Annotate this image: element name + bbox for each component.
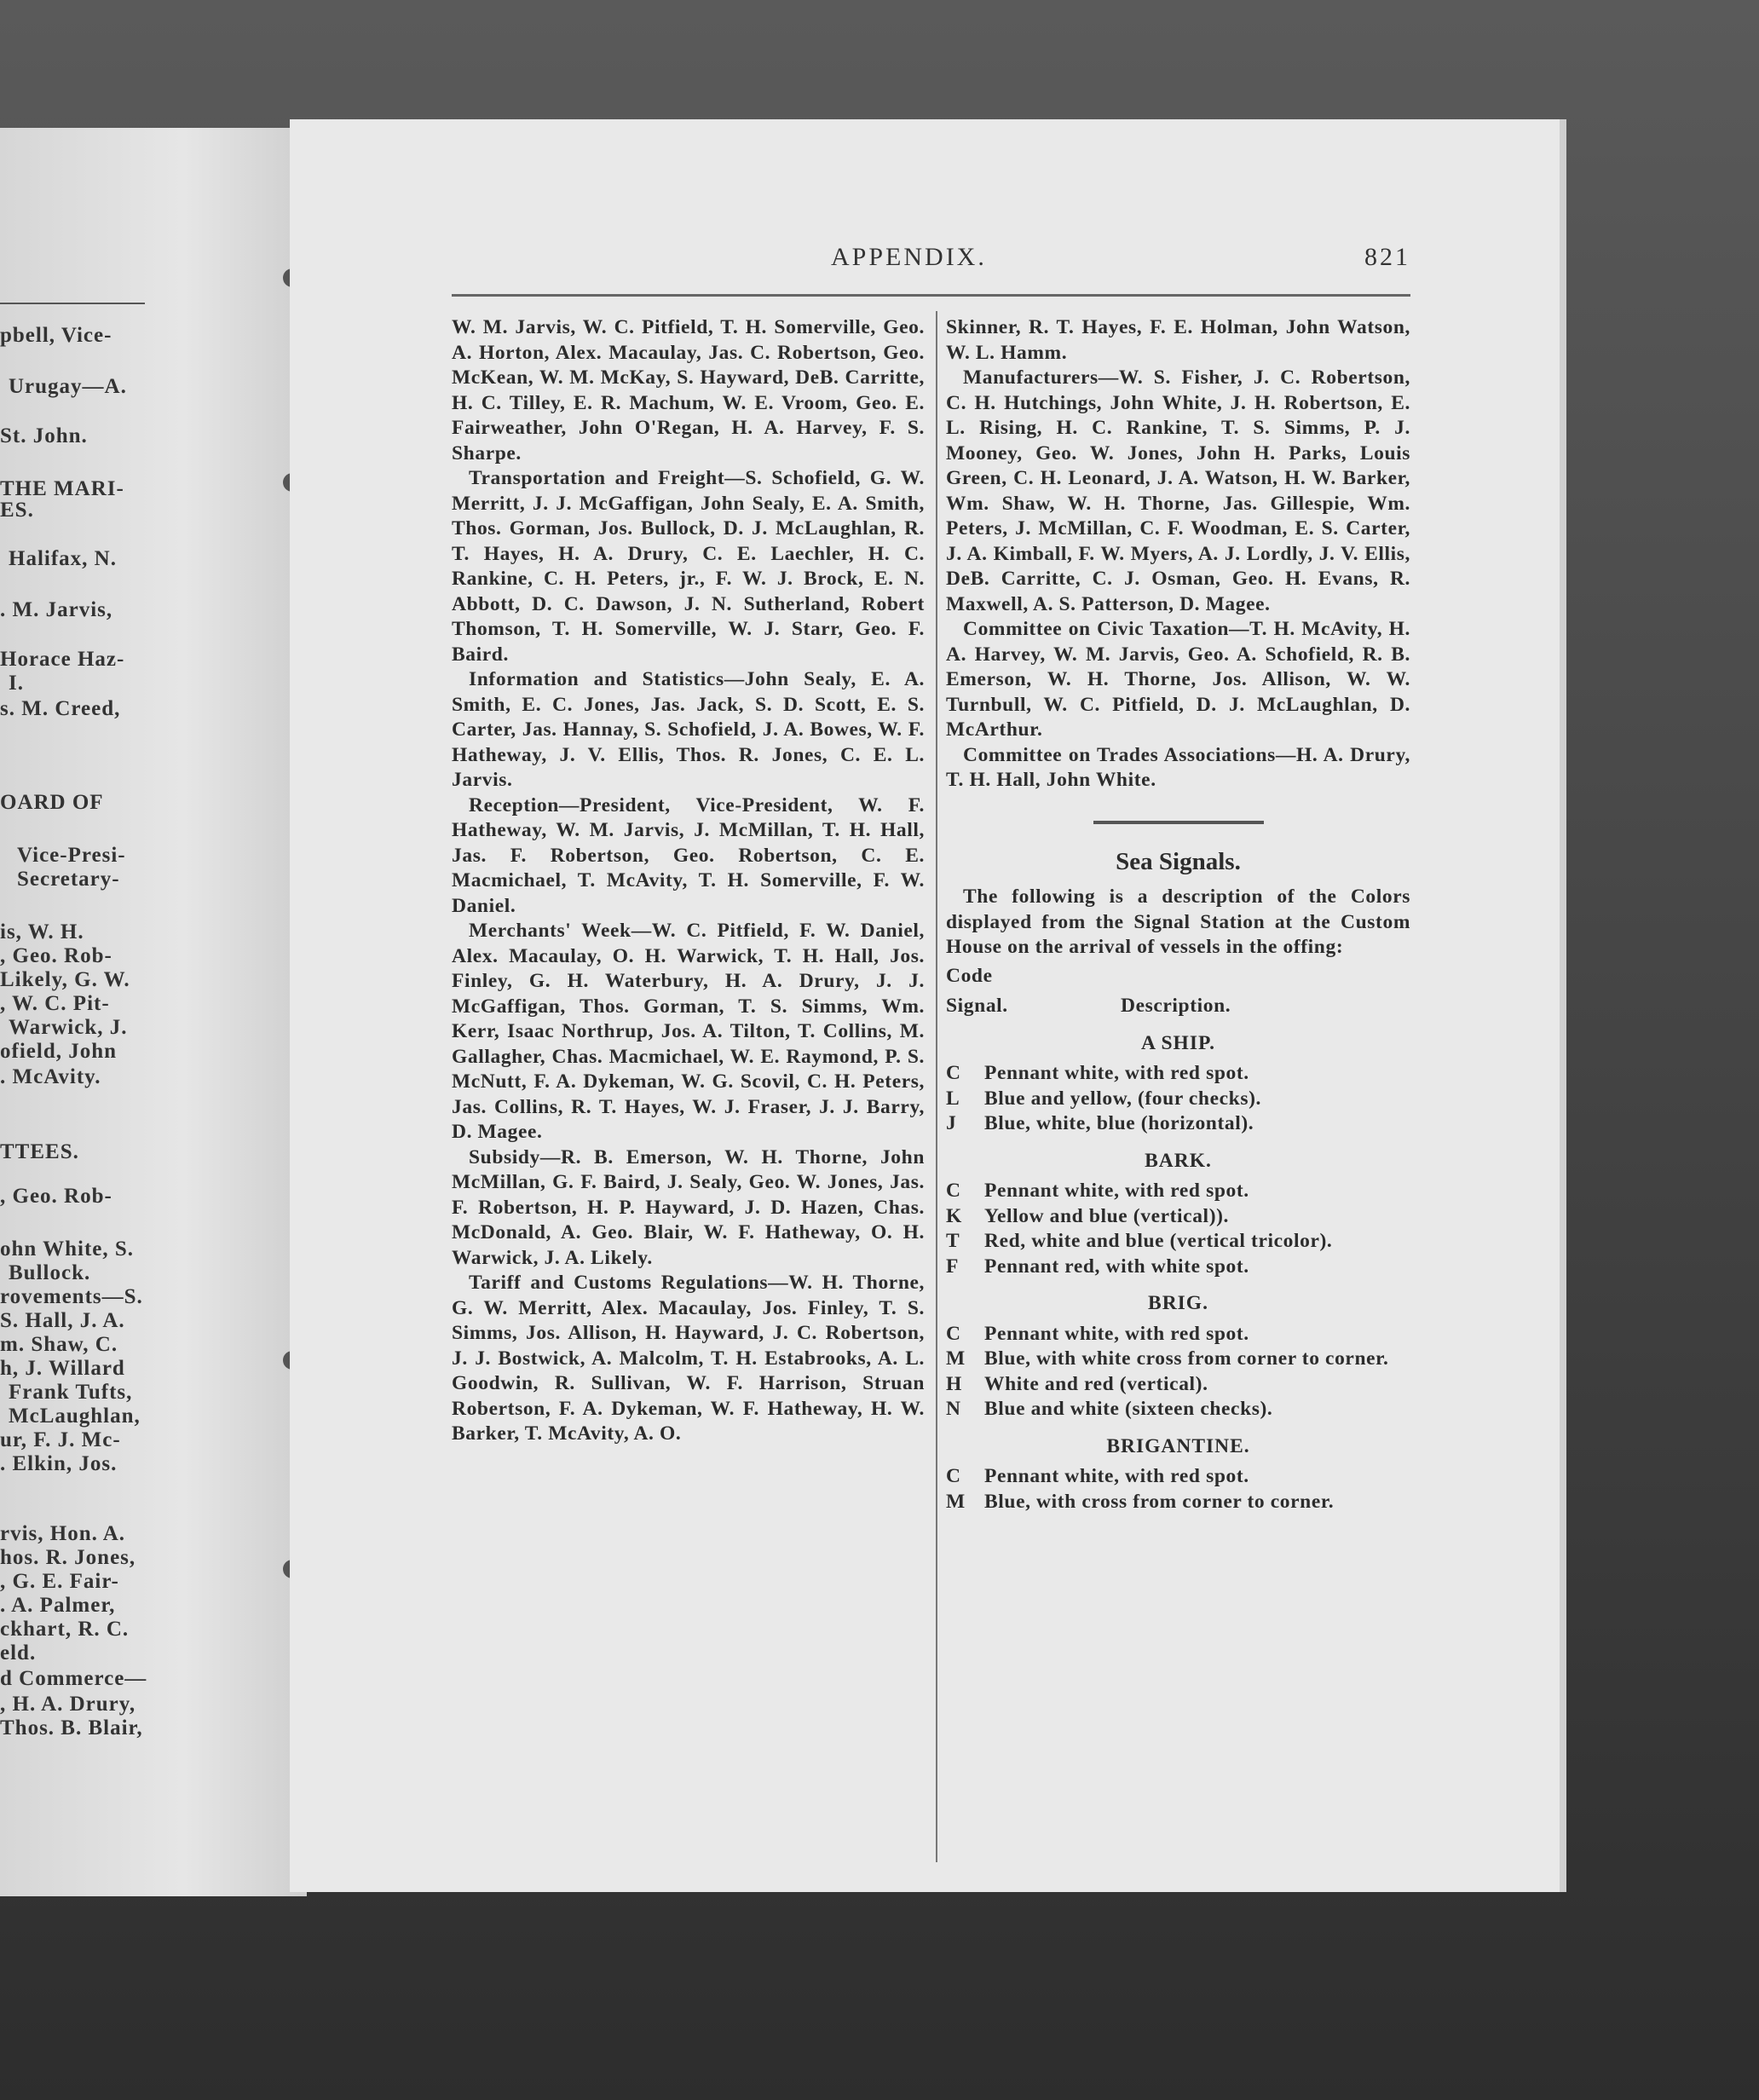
signal-code: J: [946, 1112, 957, 1134]
signal-row: [946, 1347, 1410, 1372]
signal-code: C: [946, 1465, 961, 1487]
paragraph: Committee on Civic Taxation—T. H. McAvity, H. A. Harvey, W. M. Jarvis, Geo. A. Schofield, R. B. Emerson, W. H. Thorne, Jos. Allison, W. W. Turnbull, W. C. Pitfield, D. J. McLaughlan, D. McArthur.: [946, 618, 1410, 741]
left-page-rule: [0, 303, 145, 304]
signal-description: Pennant white, with red spot.: [984, 1180, 1249, 1202]
paragraph: Merchants' Week—W. C. Pitfield, F. W. Daniel, Alex. Macaulay, O. H. Warwick, T. H. Hall, Jos. Finley, G. H. Waterbury, H. A. Drury, J. J. McGaffigan, Thos. Gorman, T. S. Simms, Wm. Kerr, Isaac Northrup, Jos. A. Tilton, T. Collins, M. Gallagher, Chas. Macmichael, W. E. Raymond, P. S. McNutt, F. A. Dykeman, W. G. Scovil, C. H. Peters, Jas. Collins, R. T. Hayes, W. J. Fraser, J. J. Barry, D. Magee.: [452, 920, 925, 1143]
signal-row: [946, 1464, 1410, 1490]
description-label: Description.: [1121, 995, 1231, 1017]
running-head: [452, 243, 1410, 277]
sea-signals-title: Sea Signals.: [1116, 847, 1241, 875]
left-page-line: rovements—S.: [0, 1285, 143, 1308]
paragraph: Reception—President, Vice-President, W. F. Hatheway, W. M. Jarvis, J. McMillan, T. H. Hall, Jas. F. Robertson, Geo. Robertson, C. E. Macmichael, T. McAvity, T. H. Somerville, F. W. Daniel.: [452, 793, 925, 917]
left-page-line: is, W. H.: [0, 920, 84, 943]
left-page-line: ckhart, R. C.: [0, 1618, 130, 1641]
column-left: [452, 315, 925, 1447]
signal-description: Red, white and blue (vertical tricolor).: [984, 1230, 1333, 1252]
left-page-line: Urugay—A.: [9, 375, 127, 398]
column-divider: [936, 311, 937, 1862]
left-page-line: St. John.: [0, 424, 88, 447]
left-page-line: . McAvity.: [0, 1065, 101, 1088]
paragraph: Committee on Trades Associations—H. A. Drury, T. H. Hall, John White.: [946, 743, 1410, 791]
left-page-fragment: [0, 128, 307, 1896]
left-page-line: Likely, G. W.: [0, 968, 130, 991]
signal-category-heading: BRIGANTINE.: [1106, 1434, 1250, 1457]
left-page-line: s. M. Creed,: [0, 697, 121, 720]
left-page-line: THE MARI-: [0, 477, 124, 500]
paragraph: Information and Statistics—John Sealy, E. A. Smith, E. C. Jones, Jas. Jack, S. D. Scott, E. S. Carter, Jas. Hannay, S. Schofield, J. A. Bowes, W. F. Hatheway, J. V. Ellis, Thos. R. Jones, C. E. L. Jarvis.: [452, 668, 925, 791]
signal-description: Pennant white, with red spot.: [984, 1062, 1249, 1084]
signal-row: [946, 1061, 1410, 1087]
paragraph: W. M. Jarvis, W. C. Pitfield, T. H. Somerville, Geo. A. Horton, Alex. Macaulay, Jas. C. Robertson, Geo. McKean, W. M. McKay, S. Hayward, DeB. Carritte, H. C. Tilley, E. R. Machum, W. E. Vroom, Geo. E. Fairweather, John O'Regan, H. A. Harvey, F. S. Sharpe.: [452, 316, 925, 464]
left-page-line: ES.: [0, 499, 34, 522]
paragraph: Subsidy—R. B. Emerson, W. H. Thorne, John McMillan, G. F. Baird, J. Sealy, Geo. W. Jones, Jas. F. Robertson, H. P. Hayward, J. D. Hazen, Chas. McDonald, A. Geo. Blair, W. F. Hatheway, O. H. Warwick, J. A. Likely.: [452, 1145, 925, 1269]
signal-row: [946, 1490, 1410, 1515]
signal-row: [946, 1229, 1410, 1255]
left-page-line: Bullock.: [9, 1261, 91, 1284]
sea-signals-intro: The following is a description of the Colors displayed from the Signal Station at the Custom House on the arrival of vessels in the offing:: [946, 886, 1410, 958]
signal-description: Blue, with cross from corner to corner.: [984, 1490, 1335, 1513]
signal-code: L: [946, 1087, 960, 1110]
left-page-line: , Geo. Rob-: [0, 944, 112, 967]
signal-category-heading: BRIG.: [1148, 1292, 1208, 1314]
signal-code: M: [946, 1490, 966, 1513]
left-page-line: Thos. B. Blair,: [0, 1716, 143, 1739]
left-page-line: Halifax, N.: [9, 547, 117, 570]
signal-category-heading: A SHIP.: [1140, 1031, 1216, 1054]
left-page-line: ur, F. J. Mc-: [0, 1428, 121, 1451]
signal-category-heading: BARK.: [1145, 1149, 1212, 1172]
paragraph: Tariff and Customs Regulations—W. H. Thorne, G. W. Merritt, Alex. Macaulay, Jos. Finley, T. S. Simms, Jos. Allison, H. Hayward, J. C. Robertson, J. J. Bostwick, A. Malcolm, T. H. Estabrooks, A. L. Goodwin, R. Sullivan, W. F. Harrison, Struan Robertson, F. A. Dykeman, W. F. Hatheway, H. W. Barker, T. McAvity, A. O.: [452, 1272, 925, 1445]
left-page-line: , H. A. Drury,: [0, 1693, 136, 1716]
left-page-line: ofield, John: [0, 1040, 118, 1063]
signal-row: [946, 1179, 1410, 1204]
signal-description: Blue and yellow, (four checks).: [984, 1087, 1261, 1110]
left-page-line: pbell, Vice-: [0, 324, 112, 347]
signal-row: [946, 1322, 1410, 1347]
left-page-line: , W. C. Pit-: [0, 992, 110, 1015]
signal-code: K: [946, 1204, 962, 1227]
left-page-line: . M. Jarvis,: [0, 598, 113, 621]
left-page-line: h, J. Willard: [0, 1357, 125, 1380]
signal-code: C: [946, 1062, 961, 1084]
left-page-line: hos. R. Jones,: [0, 1546, 136, 1569]
left-page-line: , Geo. Rob-: [0, 1185, 112, 1208]
left-page-line: OARD OF: [0, 791, 104, 814]
code-header: [946, 994, 1410, 1019]
signal-row: [946, 1087, 1410, 1112]
signal-description: Blue, with white cross from corner to corner.: [984, 1347, 1389, 1370]
signal-code: F: [946, 1255, 959, 1278]
signal-description: Pennant white, with red spot.: [984, 1322, 1249, 1345]
signal-list: [946, 1031, 1410, 1515]
left-page-line: Frank Tufts,: [9, 1381, 133, 1404]
left-page-line: d Commerce—: [0, 1667, 147, 1690]
left-page-line: TTEES.: [0, 1140, 79, 1163]
signal-code: N: [946, 1398, 961, 1420]
paragraph: Manufacturers—W. S. Fisher, J. C. Robertson, C. H. Hutchings, John White, J. H. Robertson, E. L. Rising, H. C. Rankine, T. S. Simms, P. J. Mooney, Geo. W. Jones, John H. Parks, Louis Green, C. H. Leonard, J. A. Watson, H. W. Barker, Wm. Shaw, W. H. Thorne, Jas. Gillespie, Wm. Peters, J. McMillan, C. F. Woodman, E. S. Carter, J. A. Kimball, F. W. Myers, A. J. Lordly, J. V. Ellis, DeB. Carritte, C. J. Osman, Geo. H. Evans, R. Maxwell, A. S. Patterson, D. Magee.: [946, 366, 1410, 615]
signal-row: [946, 1111, 1410, 1137]
signal-description: Yellow and blue (vertical)).: [984, 1204, 1230, 1227]
signal-row: [946, 1255, 1410, 1280]
left-page-line: eld.: [0, 1641, 37, 1664]
section-divider: [1093, 821, 1264, 824]
code-label: Code: [946, 964, 993, 987]
left-page-line: m. Shaw, C.: [0, 1333, 118, 1356]
signal-description: Blue, white, blue (horizontal).: [984, 1112, 1254, 1134]
header-rule: [452, 294, 1410, 297]
paragraph: Skinner, R. T. Hayes, F. E. Holman, John Watson, W. L. Hamm.: [946, 316, 1410, 364]
left-page-line: Vice-Presi-: [17, 844, 126, 867]
signal-description: Pennant white, with red spot.: [984, 1465, 1249, 1487]
left-page-line: . A. Palmer,: [0, 1594, 116, 1617]
page-number: 821: [1364, 243, 1410, 271]
signal-row: [946, 1372, 1410, 1398]
signal-label: Signal.: [946, 995, 1008, 1017]
column-right: [946, 315, 1410, 1514]
left-page-line: McLaughlan,: [9, 1405, 141, 1428]
signal-code: M: [946, 1347, 966, 1370]
paragraph: Transportation and Freight—S. Schofield, G. W. Merritt, J. J. McGaffigan, John Sealy, E. A. Smith, Thos. Gorman, Jos. Bullock, D. J. McLaughlan, R. T. Hayes, H. A. Drury, C. E. Laechler, H. C. Rankine, C. H. Peters, jr., F. W. J. Brock, E. N. Abbott, D. C. Dawson, J. N. Sutherland, Robert Thomson, T. H. Somerville, W. J. Starr, Geo. F. Baird.: [452, 467, 925, 666]
signal-code: C: [946, 1180, 961, 1202]
left-page-line: S. Hall, J. A.: [0, 1309, 125, 1332]
left-page-line: rvis, Hon. A.: [0, 1522, 126, 1545]
signal-code: C: [946, 1322, 961, 1345]
left-page-line: ohn White, S.: [0, 1238, 135, 1261]
signal-description: Pennant red, with white spot.: [984, 1255, 1249, 1278]
left-page-line: Horace Haz-: [0, 648, 125, 671]
signal-row: [946, 1397, 1410, 1422]
left-page-line: Secretary-: [17, 868, 120, 891]
signal-code: T: [946, 1230, 960, 1252]
page-title: APPENDIX.: [831, 243, 987, 271]
signal-code: H: [946, 1372, 962, 1395]
signal-description: Blue and white (sixteen checks).: [984, 1398, 1273, 1420]
left-page-line: I.: [9, 672, 24, 695]
left-page-line: Warwick, J.: [9, 1016, 128, 1039]
left-page-line: . Elkin, Jos.: [0, 1452, 118, 1475]
appendix-page: [290, 119, 1560, 1892]
signal-description: White and red (vertical).: [984, 1372, 1208, 1395]
signal-row: [946, 1204, 1410, 1230]
left-page-line: , G. E. Fair-: [0, 1570, 119, 1593]
